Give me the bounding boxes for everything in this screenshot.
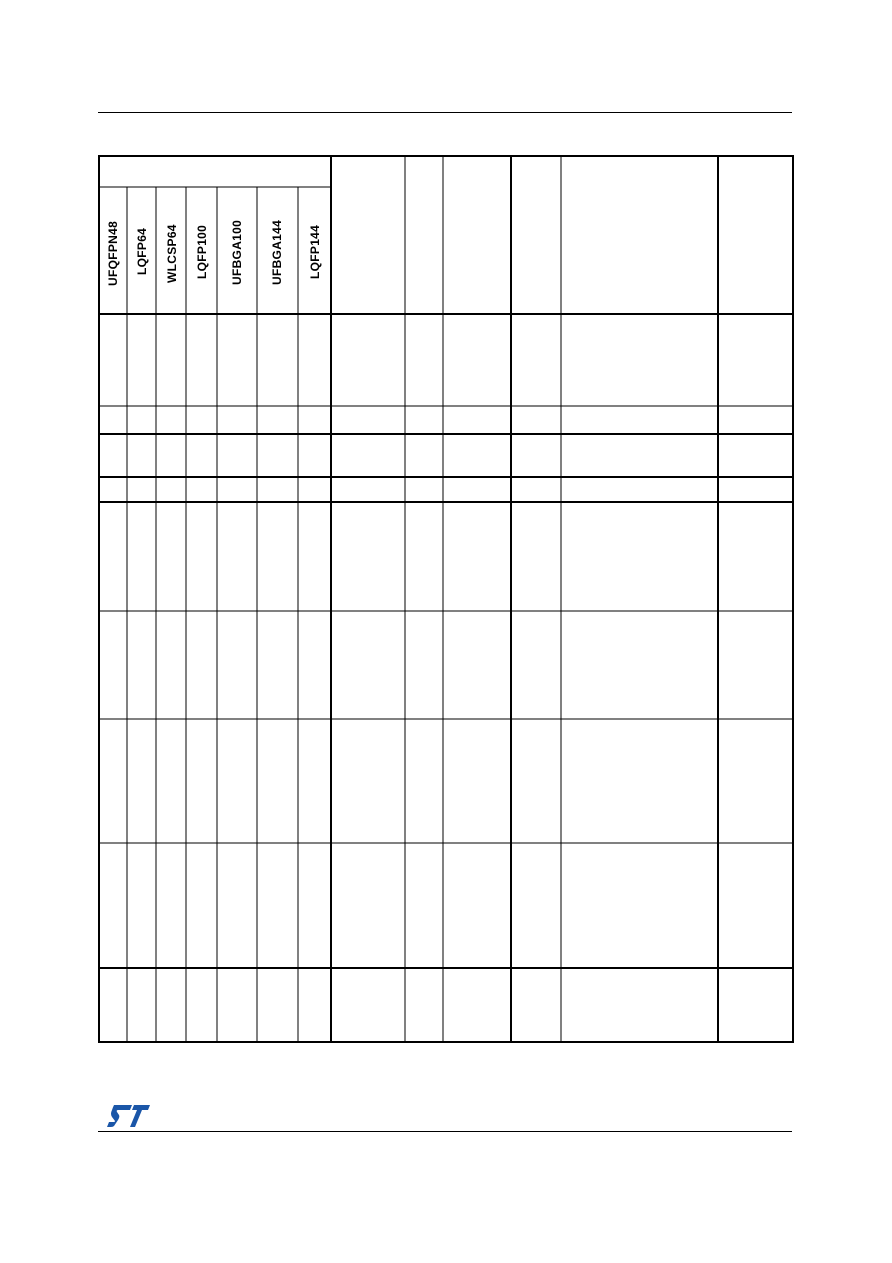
st-logo-icon: [106, 1103, 150, 1129]
table-grid: [98, 155, 794, 1043]
column-header-ufqfpn48: UFQFPN48: [106, 220, 120, 286]
header-rule: [98, 112, 792, 113]
column-header-ufbga144: UFBGA144: [270, 219, 284, 285]
column-header-lqfp64: LQFP64: [135, 227, 149, 275]
column-header-wlcsp64: WLCSP64: [165, 224, 179, 283]
footer-rule: [98, 1131, 792, 1132]
column-header-ufbga100: UFBGA100: [230, 219, 244, 285]
column-header-lqfp100: LQFP100: [195, 224, 209, 279]
column-header-lqfp144: LQFP144: [308, 224, 322, 279]
pinout-table: [98, 155, 794, 1043]
